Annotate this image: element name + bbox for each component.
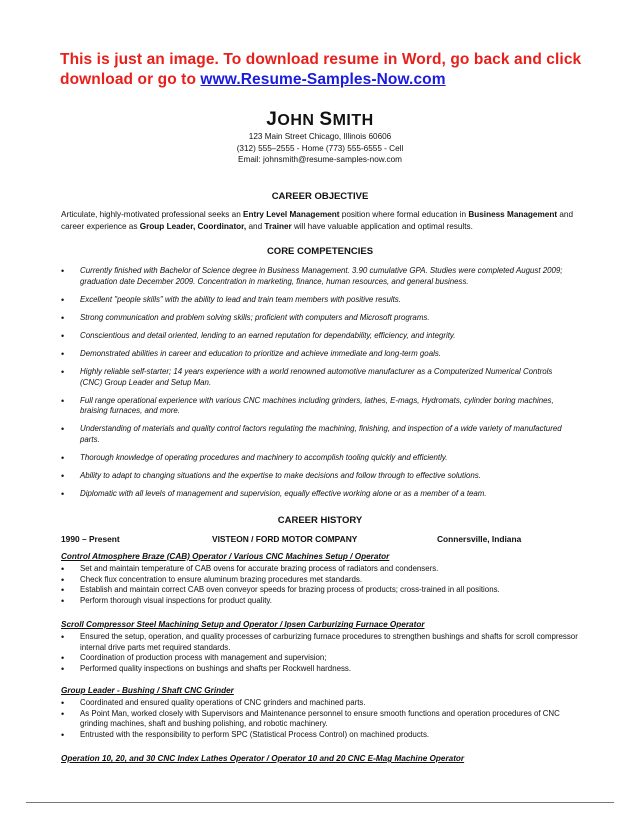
name-last-rest: MITH [332, 112, 374, 129]
duty-item: • Establish and maintain correct CAB oven conveyor speeds for brazing process of products; cross-trained in all positions. [61, 585, 586, 596]
name-first-rest: OHN [277, 112, 315, 129]
job-title: Control Atmosphere Braze (CAB) Operator / Various CNC Machines Setup / Operator [61, 552, 390, 561]
history-heading: CAREER HISTORY [277, 515, 363, 526]
objective-bold-3: Group Leader, Coordinator, [139, 222, 247, 231]
banner-line-1: This is just an image. To download resume in Word, go back and click [60, 51, 582, 68]
objective-bold-2: Business Management [468, 210, 558, 219]
banner-line-2-text: download or go to [60, 71, 201, 88]
job-duties-list [61, 632, 586, 674]
competency-item: • Strong communication and problem solving skills; proficient with computers and Microsoft programs. [61, 313, 573, 324]
candidate-name [0, 109, 640, 131]
contact-phone: (312) 555–2555 - Home (773) 555-6555 - Cell [236, 143, 404, 153]
job-duties-list [61, 698, 586, 740]
competency-item: • Conscientious and detail oriented, lending to an earned reputation for dependability, efficiency, and integrity. [61, 331, 573, 342]
job-title: Group Leader - Bushing / Shaft CNC Grinder [61, 686, 234, 695]
competency-item: • Highly reliable self-starter; 14 years experience with a world renowned automotive manufacturer as a Computerized Numerical Controls (CNC) Group Leader and Setup Man. [61, 367, 573, 389]
job-duties-list [61, 564, 586, 606]
objective-bold-4: Trainer [264, 222, 292, 231]
competency-item: • Full range operational experience with various CNC machines including grinders, lathes, E-mags, Hydromats, cylinder boring machines, braising furnaces, and more. [61, 396, 573, 418]
competencies-list [61, 266, 573, 507]
objective-text-5: will have valuable application and optimal results. [291, 222, 473, 231]
competency-item: • Currently finished with Bachelor of Science degree in Business Management. 3.90 cumulative GPA. Studies were completed August 2009; graduation date December 2009. Concentration in marketing, finance, human resources, and general business. [61, 266, 573, 288]
duty-item: • Performed quality inspections on bushings and shafts per Rockwell hardness. [61, 664, 586, 675]
job-title: Scroll Compressor Steel Machining Setup and Operator / Ipsen Carburizing Furnace Operator [61, 620, 425, 629]
download-banner [60, 50, 620, 90]
contact-email: Email: johnsmith@resume-samples-now.com [238, 155, 402, 164]
job-title: Operation 10, 20, and 30 CNC Index Lathes Operator / Operator 10 and 20 CNC E-Mag Machine Operator [61, 754, 465, 763]
competency-item: • Excellent "people skills" with the ability to lead and train team members with positive results. [61, 295, 573, 306]
duty-item: • Coordination of production process with management and supervision; [61, 653, 586, 664]
page-divider [26, 802, 614, 803]
duty-item: • Entrusted with the responsibility to perform SPC (Statistical Process Control) on machined products. [61, 730, 586, 741]
name-last-initial: S [319, 109, 333, 130]
employer-name: VISTEON / FORD MOTOR COMPANY [212, 534, 358, 544]
duty-item: • Coordinated and ensured quality operations of CNC grinders and machined parts. [61, 698, 586, 709]
objective-text-2: position where formal education in [339, 210, 469, 219]
contact-address: 123 Main Street Chicago, Illinois 60606 [248, 132, 392, 141]
objective-bold-1: Entry Level Management [243, 210, 340, 219]
competency-item: • Ability to adapt to changing situations and the expertise to make decisions and follow through to effective solutions. [61, 471, 573, 482]
objective-text-4: and [246, 222, 265, 231]
objective-text-3: and career experience as [61, 210, 573, 231]
banner-line-2 [60, 70, 620, 90]
duty-item: • As Point Man, worked closely with Supervisors and Maintenance personnel to ensure smooth functions and operation procedures of CNC grinding machines, shaft and bushing polishing, and robotic machinery. [61, 709, 586, 730]
competency-item: • Diplomatic with all levels of management and supervision, equally effective working alone or as a member of a team. [61, 489, 573, 500]
duty-item: • Ensured the setup, operation, and quality processes of carburizing furnace procedures to strengthen bushings and shafts for scroll compressor internal drive parts met required standards. [61, 632, 586, 653]
name-first-initial: J [266, 109, 278, 130]
competency-item: • Demonstrated abilities in career and education to prioritize and achieve immediate and long-term goals. [61, 349, 573, 360]
duty-item: • Perform thorough visual inspections for product quality. [61, 596, 586, 607]
objective-heading: CAREER OBJECTIVE [271, 191, 369, 202]
employer-location: Connersville, Indiana [437, 534, 522, 544]
competency-item: • Thorough knowledge of operating procedures and machinery to accomplish tooling quickly and efficiently. [61, 453, 573, 464]
competency-item: • Understanding of materials and quality control factors regulating the machining, finishing, and inspection of a wide variety of manufactured parts. [61, 424, 573, 446]
contact-block [0, 131, 640, 166]
employment-dates: 1990 – Present [61, 534, 120, 544]
duty-item: • Check flux concentration to ensure aluminum brazing procedures met standards. [61, 575, 586, 586]
resume-samples-link[interactable]: www.Resume-Samples-Now.com [200, 71, 446, 88]
objective-text-1: Articulate, highly-motivated professional seeks an [61, 210, 244, 219]
duty-item: • Set and maintain temperature of CAB ovens for accurate brazing process of radiators and condensers. [61, 564, 586, 575]
objective-paragraph [61, 209, 573, 233]
competencies-heading: CORE COMPETENCIES [266, 246, 374, 257]
